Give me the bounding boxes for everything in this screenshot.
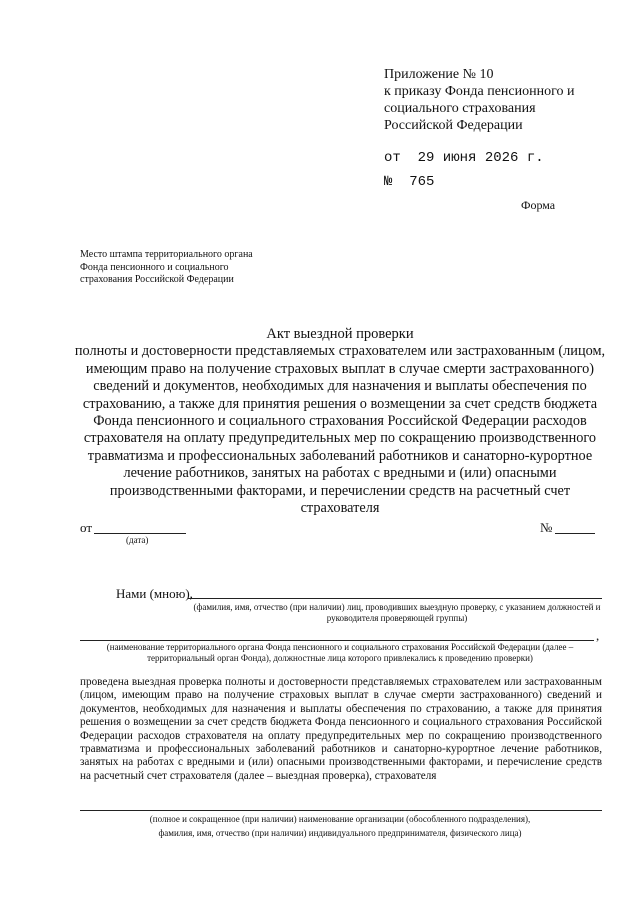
title-line: страхователя на оплату предупредительных мер по сокращению производственного: [83, 430, 597, 447]
insurer-caption-line: (полное и сокращенное (при наличии) наименование организации (обособленного подразделения),: [149, 814, 531, 824]
stamp-place-label: Место штампа территориального органа Фонда пенсионного и социального страхования Российской Федерации: [80, 249, 253, 285]
commission-label: Нами (мною),: [116, 586, 193, 601]
appendix-line: Приложение № 10: [384, 67, 494, 82]
comma-mark: ,: [596, 628, 600, 643]
inspectors-field[interactable]: [188, 598, 602, 599]
appendix-block: [384, 66, 575, 134]
title-line: Фонда пенсионного и социального страхования Российской Федерации расходов: [93, 413, 587, 430]
title-line: полноты и достоверности представляемых страхователем или застрахованным (лицом,: [74, 343, 606, 360]
from-label: от: [80, 520, 93, 535]
date-caption: (дата): [126, 535, 149, 545]
territorial-body-field[interactable]: [80, 640, 594, 641]
title-line: производственными факторами, и перечислении средств на расчетный счет: [109, 482, 571, 499]
title-line: травматизма и профессиональных заболеваний работников и санаторно-курортное: [87, 447, 593, 464]
title-line: сведений и документов, необходимых для назначения и выплаты обеспечения по: [93, 378, 587, 395]
appendix-line: социального страхования: [384, 101, 536, 116]
number-label: №: [540, 520, 553, 535]
insurer-field[interactable]: [80, 810, 602, 811]
title-line: имеющим право на получение страховых выплат в случае смерти застрахованного): [85, 360, 595, 377]
title-line: страхованию, а также для принятия решения о возмещении за счет средств бюджета: [82, 395, 598, 412]
order-details: [384, 146, 544, 194]
form-label: Форма: [521, 198, 556, 212]
number-field[interactable]: [555, 533, 595, 534]
insurer-caption-line: фамилия, имя, отчество (при наличии) индивидуального предпринимателя, физического лица): [158, 828, 522, 838]
inspectors-caption: (фамилия, имя, отчество (при наличии) лиц, проводивших выездную проверку, с указанием должностей и руководителя проверяющей группы): [193, 602, 601, 623]
appendix-line: к приказу Фонда пенсионного и: [384, 84, 575, 99]
appendix-line: Российской Федерации: [384, 118, 523, 133]
title-line: страхователя: [300, 500, 380, 517]
territorial-body-caption: (наименование территориального органа Фонда пенсионного и социального страхования Российской Федерации (далее – территориальный орган Фонда), должностные лица которого привлекались к проведению проверки): [106, 642, 574, 663]
title-line: лечение работников, занятых на работах с вредными и (или) опасными: [123, 465, 557, 482]
order-number: № 765: [384, 174, 435, 190]
document-title: [70, 326, 610, 517]
order-date: от 29 июня 2026 г.: [384, 150, 544, 166]
title-heading: Акт выездной проверки: [266, 326, 414, 342]
insurer-caption: [80, 812, 600, 840]
date-field[interactable]: [94, 533, 186, 534]
body-paragraph: проведена выездная проверка полноты и достоверности представляемых страхователем или застрахованным (лицом, имеющим право на получение страховых выплат в случае смерти застрахованного) сведений и документов, необходимых для назначения и выплаты обеспечения по страхованию, а также для принятия решения о возмещении за счет средств бюджета Фонда пенсионного и социального страхования Российской Федерации расходов страхователя на оплату предупредительных мер по сокращению производственного травматизма и профессиональных заболеваний работников и санаторно-курортное лечение работников, занятых на работах с вредными и (или) опасными производственными факторами, и перечисление средств на расчетный счет страхователя (далее – выездная проверка), страхователя: [80, 676, 602, 782]
